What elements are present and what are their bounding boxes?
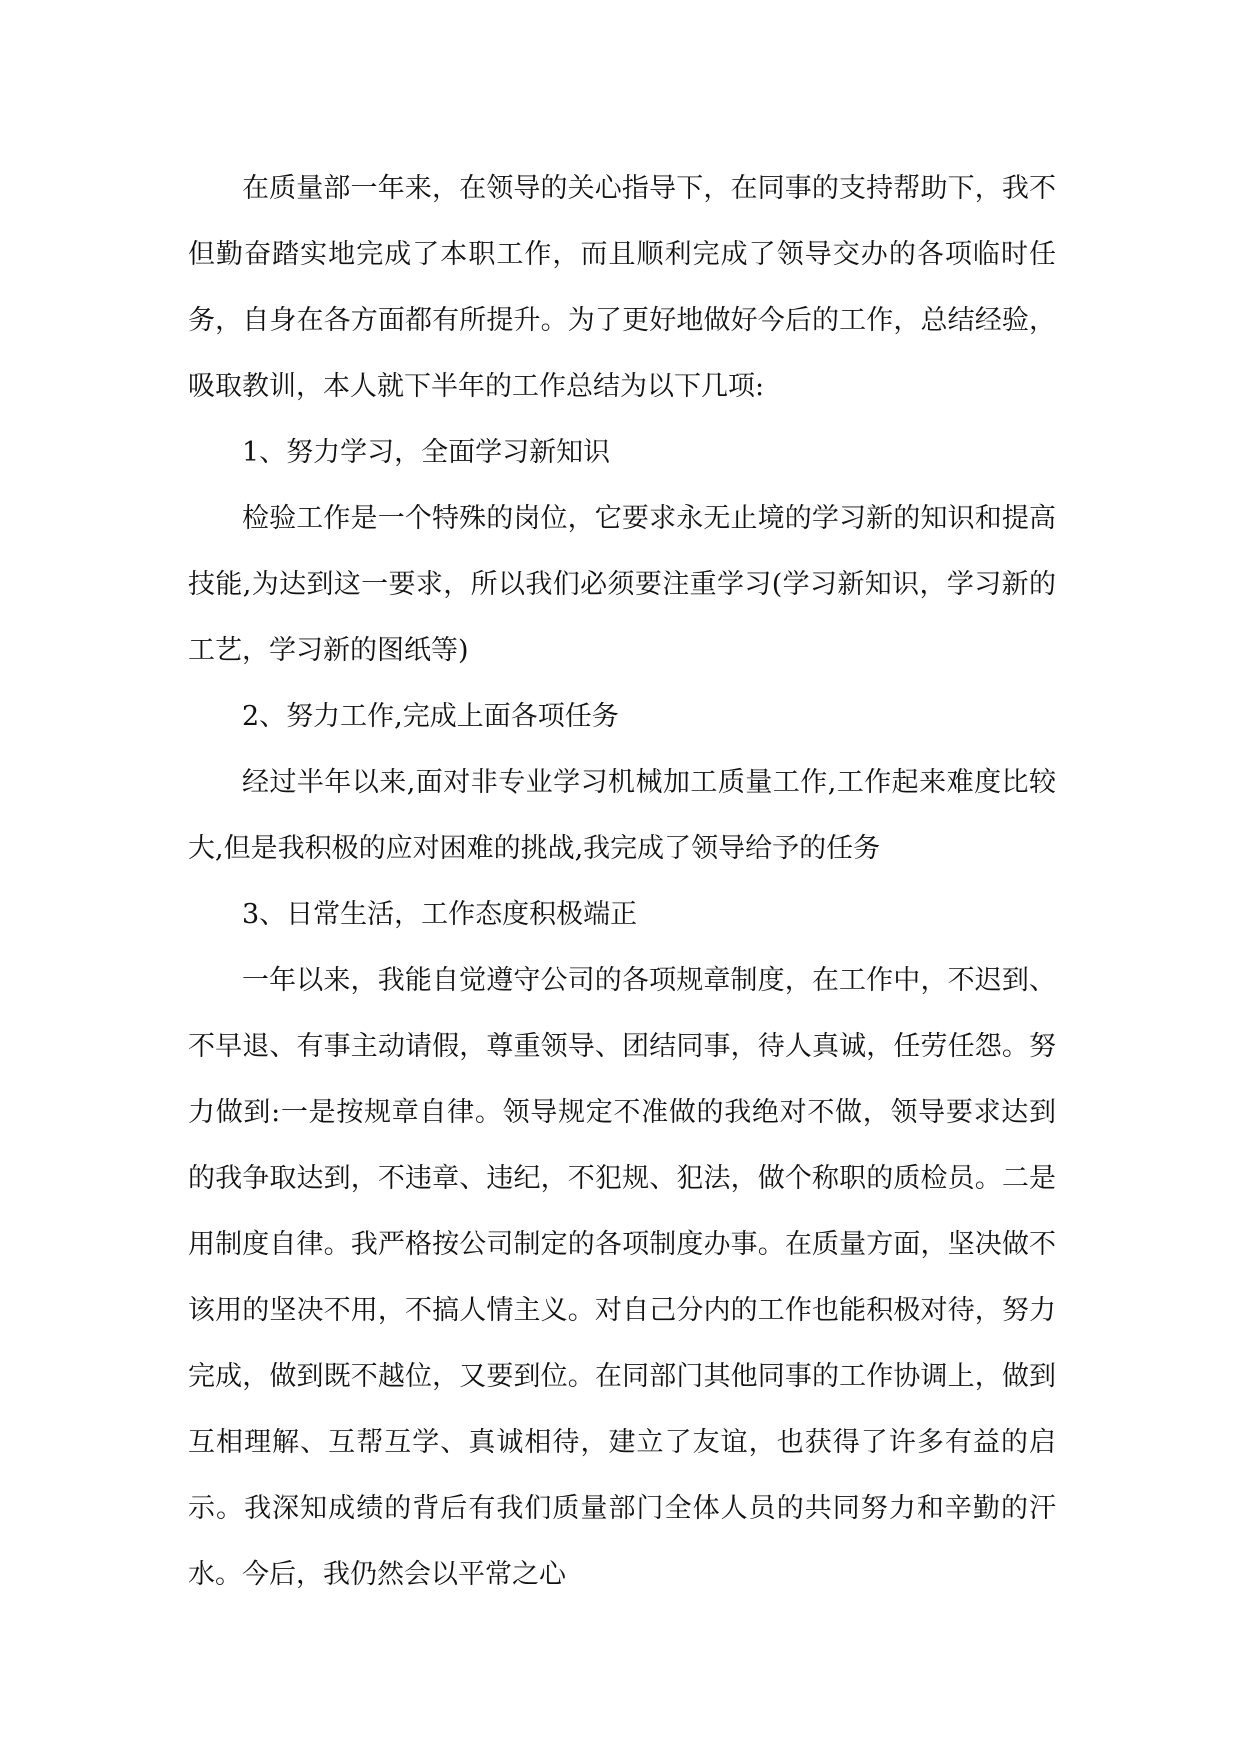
document-body [188,156,1056,1608]
section-heading-3: 3、日常生活，工作态度积极端正 [242,899,638,930]
section-heading-1: 1、努力学习，全面学习新知识 [242,437,611,468]
section-body-2: 经过半年以来,面对非专业学习机械加工质量工作,工作起来难度比较大,但是我积极的应对困难的挑战,我完成了领导给予的任务 [188,767,1056,864]
section-body-1: 检验工作是一个特殊的岗位，它要求永无止境的学习新的知识和提高技能,为达到这一要求，所以我们必须要注重学习(学习新知识，学习新的工艺，学习新的图纸等) [188,503,1056,666]
section-body-3: 一年以来，我能自觉遵守公司的各项规章制度，在工作中，不迟到、不早退、有事主动请假，尊重领导、团结同事，待人真诚，任劳任怨。努力做到:一是按规章自律。领导规定不准做的我绝对不做，领导要求达到的我争取达到，不违章、违纪，不犯规、犯法，做个称职的质检员。二是用制度自律。我严格按公司制定的各项制度办事。在质量方面，坚决做不该用的坚决不用，不搞人情主义。对自己分内的工作也能积极对待，努力完成，做到既不越位，又要到位。在同部门其他同事的工作协调上，做到互相理解、互帮互学、真诚相待，建立了友谊，也获得了许多有益的启示。我深知成绩的背后有我们质量部门全体人员的共同努力和辛勤的汗水。今后，我仍然会以平常之心 [188,965,1056,1590]
intro-paragraph: 在质量部一年来，在领导的关心指导下，在同事的支持帮助下，我不但勤奋踏实地完成了本职工作，而且顺利完成了领导交办的各项临时任务，自身在各方面都有所提升。为了更好地做好今后的工作，总结经验，吸取教训，本人就下半年的工作总结为以下几项: [188,173,1056,402]
section-heading-2: 2、努力工作,完成上面各项任务 [242,701,619,732]
